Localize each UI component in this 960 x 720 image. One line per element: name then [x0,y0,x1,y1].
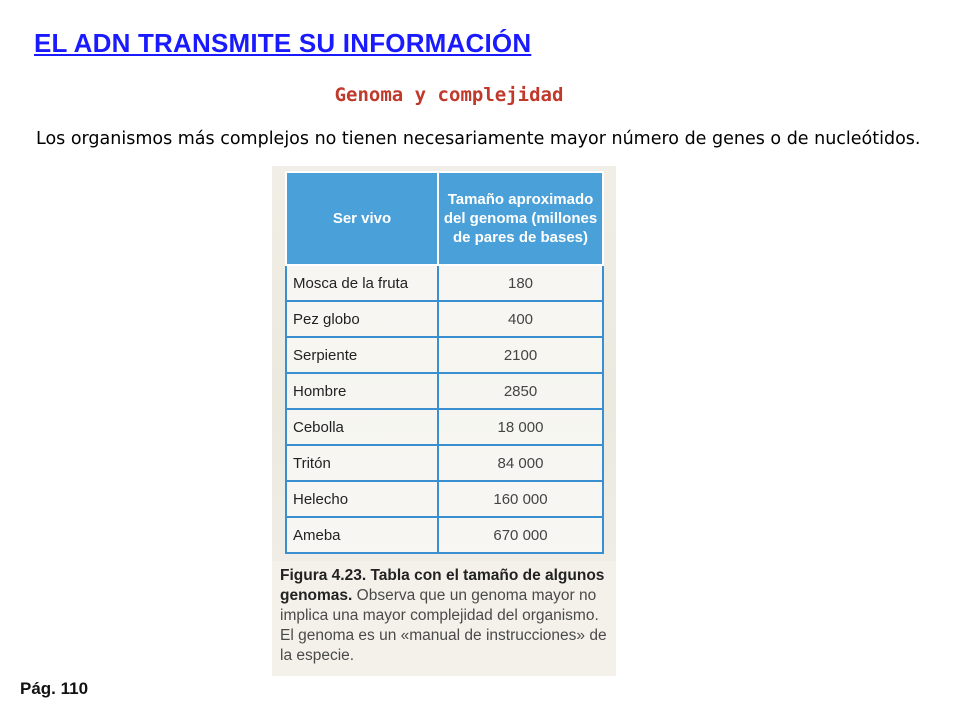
organism-cell: Helecho [286,481,438,517]
table-row [286,409,603,445]
table-row [286,373,603,409]
table-row [286,445,603,481]
table-header-row [286,172,603,265]
genome-size-cell: 2850 [438,373,603,409]
section-subtitle: Genoma y complejidad [334,84,564,106]
page-title: EL ADN TRANSMITE SU INFORMACIÓN [34,28,532,58]
organism-cell: Serpiente [286,337,438,373]
table-row [286,265,603,301]
page-reference: Pág. 110 [20,679,89,698]
organism-cell: Mosca de la fruta [286,265,438,301]
figure-genome-table [272,166,616,676]
figure-caption [280,566,610,666]
genome-size-cell: 2100 [438,337,603,373]
table-row [286,301,603,337]
genome-size-cell: 18 000 [438,409,603,445]
organism-cell: Hombre [286,373,438,409]
table-row [286,481,603,517]
genome-size-cell: 180 [438,265,603,301]
organism-cell: Pez globo [286,301,438,337]
column-header-organism: Ser vivo [286,172,438,265]
organism-cell: Ameba [286,517,438,553]
table-row [286,517,603,553]
genome-size-table [285,171,604,554]
table-row [286,337,603,373]
caption-body: Observa que un genoma mayor no implica una mayor complejidad del organismo. El genoma es un «manual de instrucciones» de la especie. [280,587,607,664]
caption-lead: Figura 4.23. Tabla con el tamaño de algunos genomas. [280,567,605,604]
organism-cell: Cebolla [286,409,438,445]
column-header-genome-size: Tamaño aproximado del genoma (millones de pares de bases) [438,172,603,265]
genome-size-cell: 670 000 [438,517,603,553]
genome-size-cell: 160 000 [438,481,603,517]
genome-size-cell: 84 000 [438,445,603,481]
organism-cell: Tritón [286,445,438,481]
intro-paragraph: Los organismos más complejos no tienen necesariamente mayor número de genes o de nucleótidos. [36,129,921,149]
genome-size-cell: 400 [438,301,603,337]
